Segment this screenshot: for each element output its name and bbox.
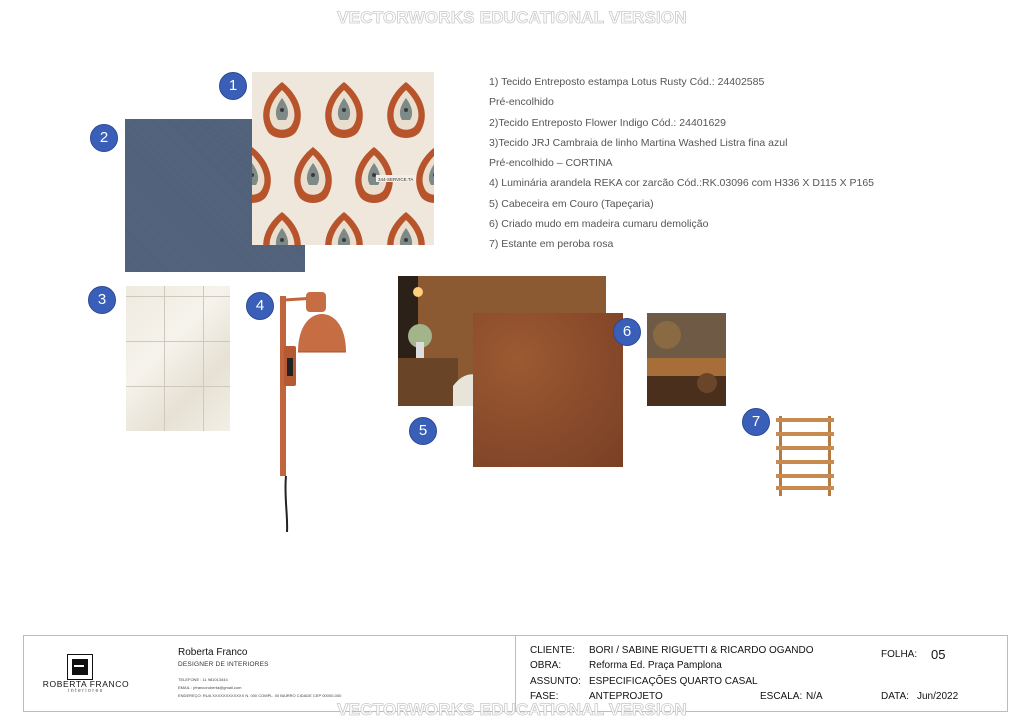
- spec-line: 5) Cabeceira em Couro (Tapeçaria): [489, 197, 654, 210]
- specification-list: [489, 72, 909, 255]
- brand-logo-icon: [67, 654, 93, 680]
- lotus-pattern: [252, 72, 434, 245]
- assunto-value: ESPECIFICAÇÕES QUARTO CASAL: [589, 676, 758, 687]
- fase-value: ANTEPROJETO: [589, 691, 663, 702]
- designer-name: Roberta Franco: [178, 647, 248, 658]
- spec-line: Pré-encolhido – CORTINA: [489, 157, 613, 170]
- designer-role: DESIGNER DE INTERIORES: [178, 661, 269, 668]
- item-number-badge: 2: [90, 124, 118, 152]
- spec-line: 6) Criado mudo em madeira cumaru demolição: [489, 218, 709, 231]
- brand-name: ROBERTA FRANCO: [42, 679, 130, 689]
- designer-phone: TELEFONE : 11 981013444: [178, 677, 228, 682]
- data-value: Jun/2022: [917, 691, 959, 702]
- item-number-badge: 5: [409, 417, 437, 445]
- folha-label: FOLHA:: [881, 649, 918, 660]
- folha-value: 05: [931, 647, 946, 662]
- spec-line: 4) Luminária arandela REKA cor zarcão Cód.:RK.03096 com H336 X D115 X P165: [489, 177, 875, 190]
- brand-subtitle: interiores: [68, 688, 104, 694]
- client-label: CLIENTE:: [530, 645, 576, 656]
- client-value: BORI / SABINE RIGUETTI & RICARDO OGANDO: [589, 645, 814, 656]
- fabric-linen-swatch: [126, 286, 230, 431]
- data-label: DATA:: [881, 691, 909, 702]
- item-number-badge: 1: [219, 72, 247, 100]
- item-number-badge: 4: [246, 292, 274, 320]
- item-number-badge: 6: [613, 318, 641, 346]
- watermark-bottom: VECTORWORKS EDUCATIONAL VERSION: [337, 700, 687, 719]
- spec-line: Pré-encolhido: [489, 96, 554, 109]
- spec-line: 7) Estante em peroba rosa: [489, 238, 614, 251]
- assunto-label: ASSUNTO:: [530, 676, 581, 687]
- item-number-badge: 3: [88, 286, 116, 314]
- swatch-code-label: 344-SERVICE.TA: [378, 177, 414, 182]
- spec-line: 2)Tecido Entreposto Flower Indigo Cód.: 24401629: [489, 116, 726, 129]
- obra-label: OBRA:: [530, 660, 562, 671]
- designer-email: EMAIL : jrfrancoroberta@gmail.com: [178, 685, 242, 690]
- escala-label: ESCALA:: [760, 691, 803, 702]
- designer-address: ENDEREÇO: RUA XXXXXXXXXXXX N. 000 COMPL. 00 BAIRRO CIDADE CEP 00000-000: [178, 693, 342, 698]
- wall-lamp-image: [270, 286, 360, 536]
- fase-label: FASE:: [530, 691, 559, 702]
- watermark-top: VECTORWORKS EDUCATIONAL VERSION: [337, 8, 687, 27]
- spec-line: 1) Tecido Entreposto estampa Lotus Rusty Cód.: 24402585: [489, 76, 765, 88]
- bookshelf-image: [776, 414, 834, 496]
- escala-value: N/A: [806, 691, 823, 702]
- obra-value: Reforma Ed. Praça Pamplona: [589, 660, 722, 671]
- fabric-lotus-rusty-swatch: [252, 72, 434, 245]
- nightstand-photo: [647, 313, 726, 406]
- item-number-badge: 7: [742, 408, 770, 436]
- leather-swatch: [473, 313, 623, 467]
- spec-line: 3)Tecido JRJ Cambraia de linho Martina Washed Listra fina azul: [489, 136, 788, 149]
